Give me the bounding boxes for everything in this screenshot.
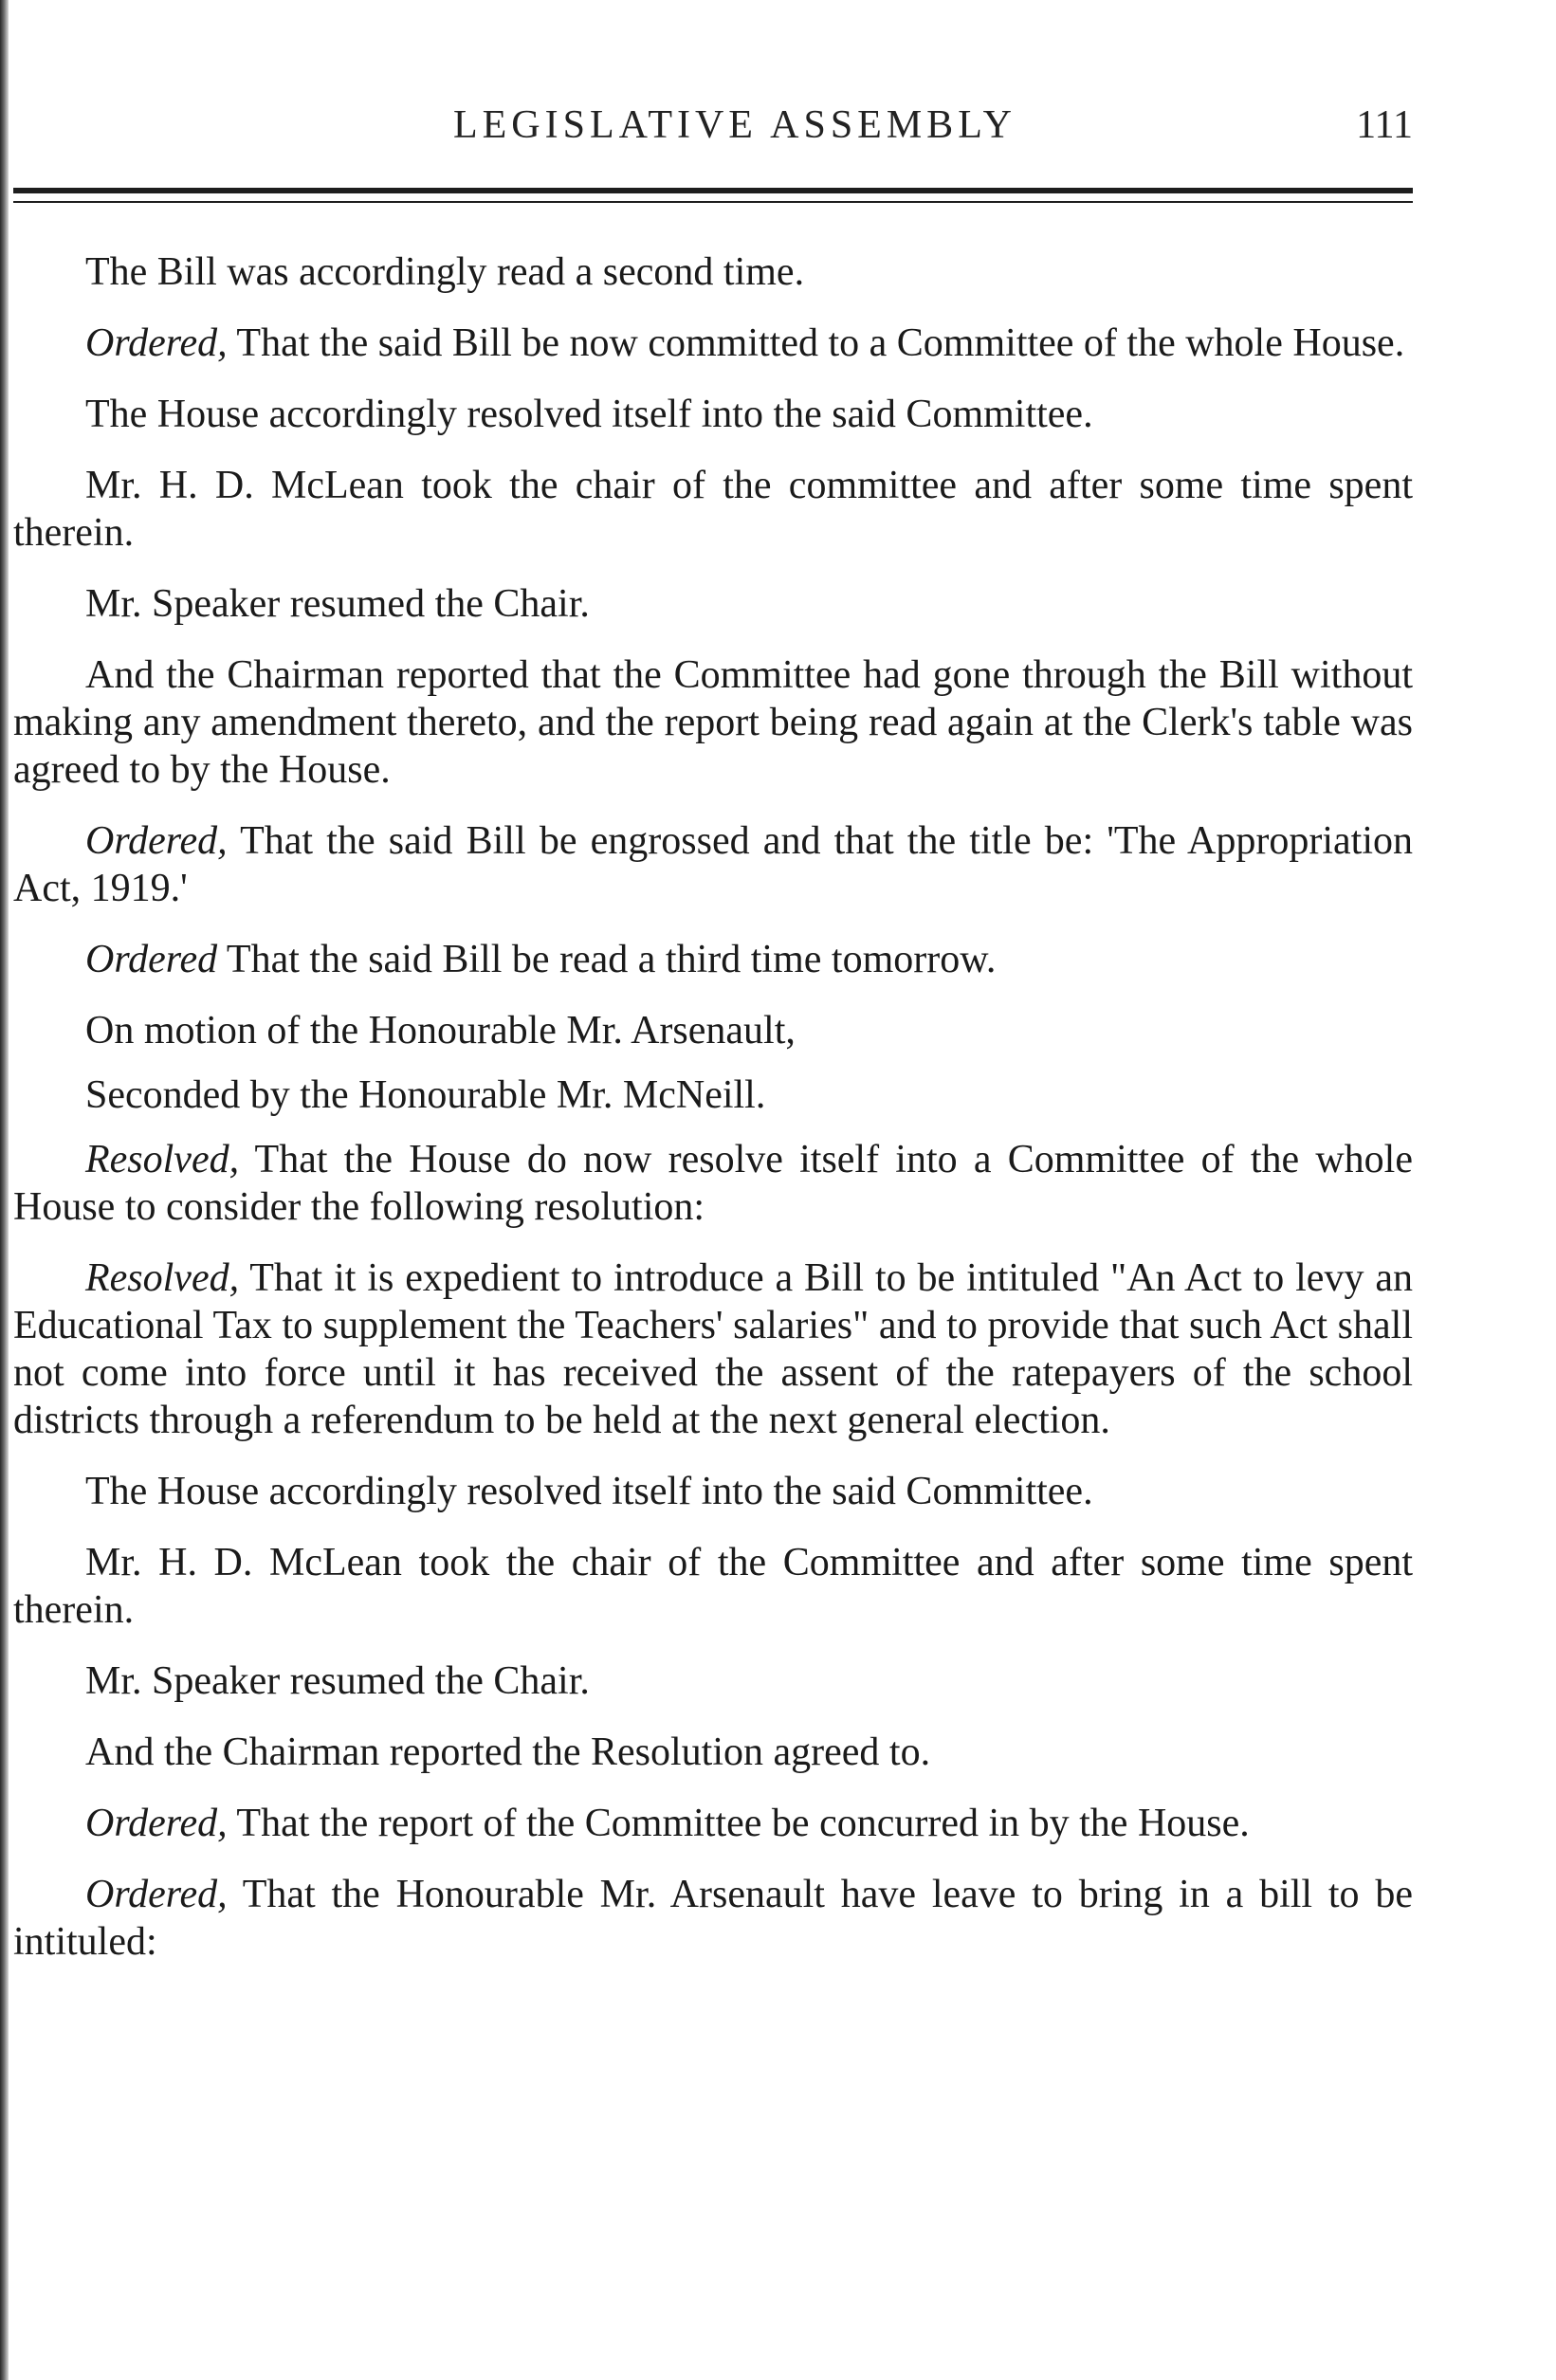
paragraph [13, 817, 1413, 912]
paragraph [13, 1007, 1413, 1054]
paragraph [13, 248, 1413, 296]
paragraph [13, 580, 1413, 628]
paragraph [13, 1729, 1413, 1776]
paragraph [13, 1539, 1413, 1634]
paragraph-lead: Resolved, [85, 1138, 240, 1181]
paragraph-text: That the House do now resolve itself into a Committee of the whole House to consider the following resolution: [13, 1138, 1413, 1229]
paragraph [13, 1657, 1413, 1705]
paragraph-text: And the Chairman reported the Resolution agreed to. [85, 1730, 931, 1774]
header-rule-thin [13, 201, 1413, 203]
paragraph-text: That the said Bill be now committed to a Committee of the whole House. [227, 321, 1405, 365]
paragraph-text: The Bill was accordingly read a second time. [85, 250, 805, 294]
paragraph-lead: Resolved, [85, 1256, 240, 1300]
paragraph [13, 1254, 1413, 1444]
paragraph-text: Seconded by the Honourable Mr. McNeill. [85, 1073, 766, 1117]
paragraph-text: The House accordingly resolved itself into the said Committee. [85, 1470, 1093, 1513]
scan-edge-shadow [0, 0, 9, 2380]
paragraph-text: And the Chairman reported that the Committee had gone through the Bill without making any amendment thereto, and the report being read again at the Clerk's table was agreed to by the House. [13, 653, 1413, 792]
paragraph-text: Mr. Speaker resumed the Chair. [85, 582, 590, 626]
paragraph [13, 1871, 1413, 1966]
paragraph [13, 462, 1413, 557]
paragraph-text: Mr. H. D. McLean took the chair of the committee and after some time spent therein. [13, 464, 1413, 555]
paragraph-text: On motion of the Honourable Mr. Arsenault, [85, 1009, 796, 1053]
paragraph-lead: Ordered, [85, 321, 228, 365]
paragraph-lead: Ordered, [85, 1873, 228, 1916]
page-number: 111 [1356, 103, 1413, 147]
running-title: LEGISLATIVE ASSEMBLY [453, 103, 1016, 147]
paragraph [13, 1468, 1413, 1515]
paragraph-text: That it is expedient to introduce a Bill to be intituled "An Act to levy an Educational Tax to supplement the Teachers' salaries" and to provide that such Act shall not come into force until it has received the assent of the ratepayers of the school districts through a referendum to be held at the next general election. [13, 1256, 1413, 1442]
paragraph-text: Mr. Speaker resumed the Chair. [85, 1659, 590, 1703]
paragraph [13, 391, 1413, 438]
page-header [57, 102, 1413, 159]
header-rule-thick [13, 188, 1413, 193]
paragraph-text: That the Honourable Mr. Arsenault have leave to bring in a bill to be intituled: [13, 1873, 1413, 1964]
journal-body [13, 248, 1413, 1989]
paragraph [13, 1136, 1413, 1231]
paragraph [13, 651, 1413, 794]
paragraph [13, 936, 1413, 983]
paragraph [13, 320, 1413, 367]
paragraph [13, 1800, 1413, 1847]
paragraph-text: That the said Bill be engrossed and that the title be: 'The Appropriation Act, 1919.' [13, 819, 1413, 910]
paragraph-lead: Ordered, [85, 819, 228, 863]
paragraph-lead: Ordered [85, 938, 218, 981]
paragraph [13, 1071, 1413, 1119]
paragraph-text: That the said Bill be read a third time tomorrow. [217, 938, 997, 981]
paragraph-text: Mr. H. D. McLean took the chair of the Committee and after some time spent therein. [13, 1541, 1413, 1632]
paragraph-text: The House accordingly resolved itself into the said Committee. [85, 393, 1093, 436]
paragraph-lead: Ordered, [85, 1802, 228, 1845]
paragraph-text: That the report of the Committee be concurred in by the House. [227, 1802, 1250, 1845]
